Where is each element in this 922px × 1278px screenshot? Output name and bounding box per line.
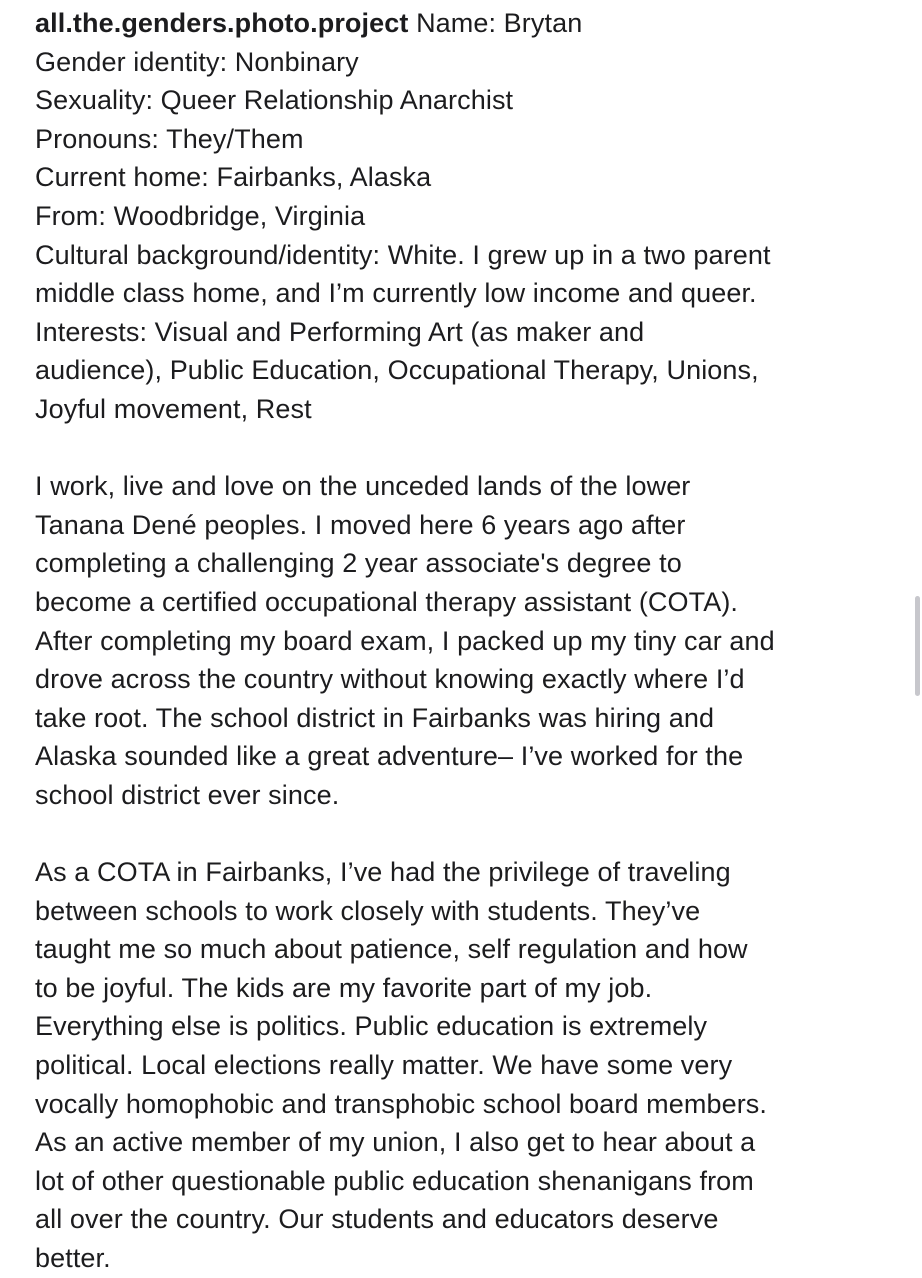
paragraph-spacer [35, 814, 905, 853]
profile-line: Sexuality: Queer Relationship Anarchist [35, 85, 514, 116]
paragraph-line: political. Local elections really matter. We have some very [35, 1050, 733, 1081]
paragraph-line: taught me so much about patience, self regulation and how [35, 934, 748, 965]
paragraph-line: better. [35, 1243, 111, 1273]
story-paragraph-2 [35, 853, 905, 1278]
paragraph-line: lot of other questionable public education shenanigans from [35, 1165, 754, 1196]
paragraph-line: After completing my board exam, I packed up my tiny car and [35, 625, 775, 656]
paragraph-line: become a certified occupational therapy assistant (COTA). [35, 586, 739, 617]
profile-line: Cultural background/identity: White. I grew up in a two parent [35, 239, 771, 270]
paragraph-line: school district ever since. [35, 779, 340, 810]
paragraph-line: completing a challenging 2 year associate's degree to [35, 548, 682, 579]
paragraph-spacer [35, 429, 905, 468]
profile-line: Gender identity: Nonbinary [35, 46, 359, 77]
profile-line: Joyful movement, Rest [35, 393, 312, 424]
profile-name: Name: Brytan [416, 8, 583, 38]
paragraph-line: drove across the country without knowing exactly where I’d [35, 664, 745, 695]
story-paragraph-1 [35, 467, 905, 814]
post-caption [35, 4, 905, 1278]
profile-line: audience), Public Education, Occupational Therapy, Unions, [35, 355, 759, 386]
paragraph-line: Everything else is politics. Public education is extremely [35, 1011, 708, 1042]
username-link[interactable]: all.the.genders.photo.project [35, 8, 409, 38]
profile-line: Pronouns: They/Them [35, 123, 304, 154]
profile-line: From: Woodbridge, Virginia [35, 200, 366, 231]
profile-line: Current home: Fairbanks, Alaska [35, 162, 432, 193]
paragraph-line: I work, live and love on the unceded lands of the lower [35, 471, 691, 502]
paragraph-line: between schools to work closely with students. They’ve [35, 895, 701, 926]
paragraph-line: As an active member of my union, I also get to hear about a [35, 1127, 756, 1158]
profile-line: middle class home, and I’m currently low income and queer. [35, 278, 757, 309]
paragraph-line: all over the country. Our students and educators deserve [35, 1204, 719, 1235]
paragraph-line: Tanana Dené peoples. I moved here 6 years ago after [35, 509, 686, 540]
paragraph-line: take root. The school district in Fairbanks was hiring and [35, 702, 715, 733]
paragraph-line: As a COTA in Fairbanks, I’ve had the privilege of traveling [35, 857, 731, 888]
paragraph-line: to be joyful. The kids are my favorite part of my job. [35, 972, 653, 1003]
scrollbar[interactable] [915, 596, 920, 696]
paragraph-line: vocally homophobic and transphobic school board members. [35, 1088, 768, 1119]
paragraph-line: Alaska sounded like a great adventure– I’ve worked for the [35, 741, 744, 772]
profile-line: Interests: Visual and Performing Art (as maker and [35, 316, 645, 347]
profile-details [35, 43, 905, 429]
caption-first-line [35, 4, 905, 43]
